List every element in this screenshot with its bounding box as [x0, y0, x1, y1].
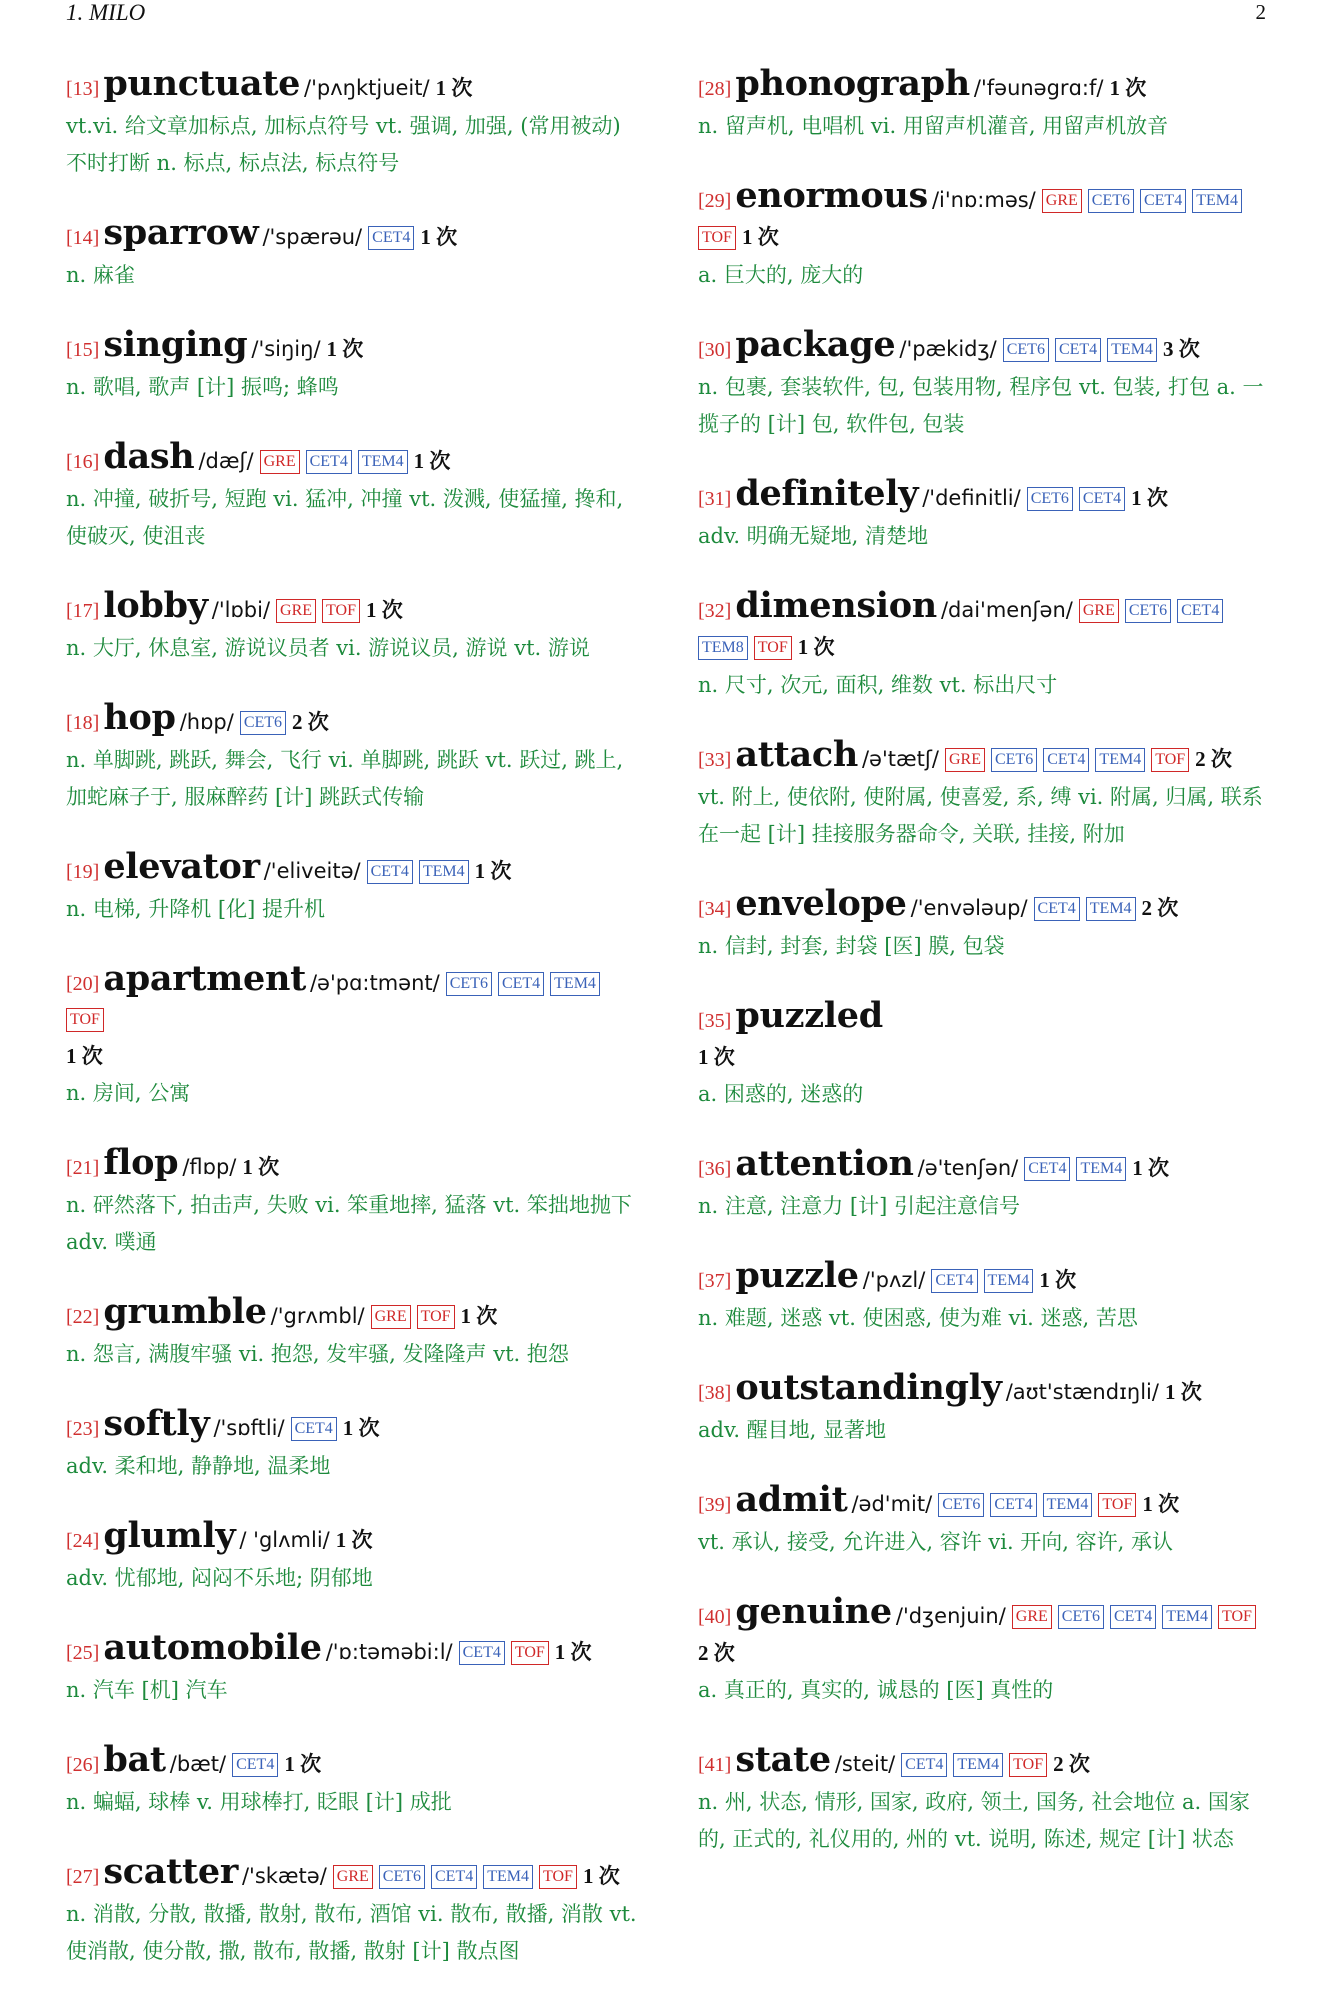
- entry-phonetic: /'grʌmbl/: [270, 1304, 365, 1328]
- entry-count: 1 次: [582, 1864, 620, 1888]
- entry-definition: n. 电梯, 升降机 [化] 提升机: [66, 897, 325, 921]
- exam-tag: TEM4: [1086, 897, 1136, 921]
- exam-tag: TEM4: [550, 972, 600, 996]
- vocab-entry: [698, 734, 1268, 853]
- exam-tag: CET6: [240, 711, 286, 735]
- entry-word: scatter: [103, 1851, 238, 1892]
- entry-phonetic: /'definitli/: [922, 486, 1021, 510]
- entry-word: puzzled: [735, 995, 883, 1036]
- exam-tag: CET4: [459, 1641, 505, 1665]
- entry-count: 1 次: [1164, 1380, 1202, 1404]
- exam-tag: GRE: [260, 450, 300, 474]
- vocab-entry: [698, 1255, 1268, 1337]
- entry-headline: [698, 1591, 1268, 1671]
- entry-word: outstandingly: [735, 1367, 1002, 1408]
- entry-phonetic: /aʊt'stændɪŋli/: [1005, 1380, 1159, 1404]
- entry-headline: [698, 473, 1268, 517]
- exam-tag: CET6: [379, 1865, 425, 1889]
- exam-tag: CET6: [1003, 338, 1049, 362]
- exam-tag: CET6: [1058, 1605, 1104, 1629]
- entry-phonetic: /'dʒenjuin/: [895, 1604, 1006, 1628]
- entry-index: [40]: [698, 1606, 732, 1628]
- entry-index: [33]: [698, 749, 732, 771]
- exam-tag: CET4: [1177, 599, 1223, 623]
- entry-headline: [66, 697, 641, 741]
- entry-definition: n. 蝙蝠, 球棒 v. 用球棒打, 眨眼 [计] 成批: [66, 1790, 452, 1814]
- exam-tag: CET6: [1125, 599, 1171, 623]
- vocab-entry: [66, 1142, 641, 1261]
- vocab-entry: [66, 697, 641, 816]
- exam-tag: CET4: [367, 860, 413, 884]
- exam-tag: TOF: [1009, 1753, 1047, 1777]
- entry-count: 1 次: [66, 1044, 103, 1068]
- entry-phonetic: /steit/: [834, 1752, 896, 1776]
- vocab-entry: [66, 1739, 641, 1821]
- entry-headline: [698, 995, 1268, 1075]
- entry-phonetic: /flɒp/: [182, 1155, 237, 1179]
- entry-headline: [66, 1851, 641, 1895]
- entry-word: flop: [103, 1142, 179, 1183]
- exam-tag: CET4: [291, 1417, 337, 1441]
- entry-word: package: [735, 324, 896, 365]
- entry-count: 1 次: [797, 635, 835, 659]
- entry-word: lobby: [103, 585, 208, 626]
- vocab-entry: [66, 1291, 641, 1373]
- entry-index: [24]: [66, 1530, 100, 1552]
- vocab-entry: [66, 1403, 641, 1485]
- entry-definition: n. 汽车 [机] 汽车: [66, 1678, 228, 1702]
- exam-tag: CET4: [232, 1753, 278, 1777]
- entry-count: 1 次: [460, 1304, 498, 1328]
- entry-count: 1 次: [1142, 1492, 1180, 1516]
- vocab-entry: [66, 63, 641, 182]
- entry-count: 1 次: [554, 1640, 592, 1664]
- entry-phonetic: /'pʌŋktjueit/: [304, 76, 430, 100]
- exam-tag: CET6: [1088, 189, 1134, 213]
- entry-phonetic: /'envələup/: [910, 896, 1028, 920]
- exam-tag: CET4: [1055, 338, 1101, 362]
- vocab-entry: [698, 175, 1268, 294]
- entry-index: [13]: [66, 78, 100, 100]
- entry-word: genuine: [735, 1591, 892, 1632]
- exam-tag: TOF: [322, 599, 360, 623]
- entry-phonetic: /'spærəu/: [262, 225, 363, 249]
- entry-headline: [698, 324, 1268, 368]
- exam-tag: CET4: [1079, 487, 1125, 511]
- entry-phonetic: /'skætə/: [241, 1864, 327, 1888]
- exam-tag: TEM4: [1162, 1605, 1212, 1629]
- entry-phonetic: /bæt/: [169, 1752, 227, 1776]
- exam-tag: GRE: [1012, 1605, 1052, 1629]
- entry-definition: n. 怨言, 满腹牢骚 vi. 抱怨, 发牢骚, 发隆隆声 vt. 抱怨: [66, 1342, 569, 1366]
- entry-index: [38]: [698, 1382, 732, 1404]
- exam-tag: GRE: [371, 1305, 411, 1329]
- entry-index: [29]: [698, 190, 732, 212]
- entry-definition: n. 单脚跳, 跳跃, 舞会, 飞行 vi. 单脚跳, 跳跃 vt. 跃过, 跳上, 加蛇麻子于, 服麻醉药 [计] 跳跃式传输: [66, 748, 624, 809]
- entry-index: [15]: [66, 339, 100, 361]
- exam-tag: TEM4: [1095, 748, 1145, 772]
- entry-definition: n. 冲撞, 破折号, 短跑 vi. 猛冲, 冲撞 vt. 泼溅, 使猛撞, 搀和, 使破灭, 使沮丧: [66, 487, 624, 548]
- exam-tag: CET6: [938, 1493, 984, 1517]
- entry-index: [32]: [698, 600, 732, 622]
- vocab-entry: [66, 1851, 641, 1970]
- entry-definition: n. 留声机, 电唱机 vi. 用留声机灌音, 用留声机放音: [698, 114, 1169, 138]
- exam-tag: TEM4: [1192, 189, 1242, 213]
- exam-tag: TEM4: [1107, 338, 1157, 362]
- entry-count: 2 次: [1053, 1752, 1090, 1776]
- entry-word: hop: [103, 697, 176, 738]
- entry-phonetic: /ə'tenʃən/: [917, 1156, 1019, 1180]
- entry-count: 1 次: [1109, 76, 1147, 100]
- exam-tag: TEM4: [953, 1753, 1003, 1777]
- entry-definition: n. 难题, 迷惑 vt. 使困惑, 使为难 vi. 迷惑, 苦思: [698, 1306, 1138, 1330]
- vocab-entry: [698, 995, 1268, 1113]
- entry-word: dimension: [735, 585, 937, 626]
- entry-headline: [66, 1627, 641, 1671]
- entry-word: attention: [735, 1143, 914, 1184]
- entry-index: [41]: [698, 1754, 732, 1776]
- entry-definition: n. 信封, 封套, 封袋 [医] 膜, 包袋: [698, 934, 1005, 958]
- entry-headline: [66, 958, 641, 1074]
- entry-headline: [698, 883, 1268, 927]
- entry-count: 1 次: [420, 225, 458, 249]
- entry-count: 3 次: [1162, 337, 1200, 361]
- exam-tag: TEM4: [984, 1269, 1034, 1293]
- entry-index: [20]: [66, 973, 100, 995]
- exam-tag: TOF: [66, 1008, 104, 1032]
- entry-definition: n. 州, 状态, 情形, 国家, 政府, 领土, 国务, 社会地位 a. 国家的, 正式的, 礼仪用的, 州的 vt. 说明, 陈述, 规定 [计] 状态: [698, 1790, 1250, 1851]
- entry-headline: [698, 1739, 1268, 1783]
- entry-word: softly: [103, 1403, 210, 1444]
- entry-headline: [698, 1479, 1268, 1523]
- exam-tag: TOF: [511, 1641, 549, 1665]
- entry-headline: [66, 212, 641, 256]
- exam-tag: TEM4: [483, 1865, 533, 1889]
- exam-tag: TOF: [754, 636, 792, 660]
- entry-index: [26]: [66, 1754, 100, 1776]
- entry-headline: [698, 1367, 1268, 1411]
- exam-tag: TEM4: [1043, 1493, 1093, 1517]
- entry-index: [14]: [66, 227, 100, 249]
- vocab-entry: [66, 958, 641, 1112]
- entry-headline: [66, 846, 641, 890]
- exam-tag: GRE: [276, 599, 316, 623]
- vocab-entry: [698, 473, 1268, 555]
- entry-index: [28]: [698, 78, 732, 100]
- exam-tag: TEM4: [419, 860, 469, 884]
- vocab-entry: [698, 1479, 1268, 1561]
- entry-phonetic: /'siŋiŋ/: [251, 337, 321, 361]
- entry-word: definitely: [735, 473, 919, 514]
- exam-tag: CET4: [1034, 897, 1080, 921]
- entry-count: 1 次: [284, 1752, 322, 1776]
- entry-definition: a. 困惑的, 迷惑的: [698, 1082, 864, 1106]
- entry-word: phonograph: [735, 63, 970, 104]
- entry-word: bat: [103, 1739, 166, 1780]
- entry-word: envelope: [735, 883, 907, 924]
- entry-headline: [698, 1255, 1268, 1299]
- entry-phonetic: /əd'mit/: [851, 1492, 933, 1516]
- entry-headline: [698, 1143, 1268, 1187]
- entry-phonetic: / 'glʌmli/: [239, 1528, 330, 1552]
- entry-definition: n. 麻雀: [66, 263, 135, 287]
- exam-tag: CET4: [1140, 189, 1186, 213]
- entry-index: [21]: [66, 1157, 100, 1179]
- entry-definition: adv. 柔和地, 静静地, 温柔地: [66, 1454, 331, 1478]
- entry-word: apartment: [103, 958, 306, 999]
- entry-headline: [698, 585, 1268, 666]
- exam-tag: TOF: [698, 226, 736, 250]
- entry-index: [16]: [66, 451, 100, 473]
- entry-index: [22]: [66, 1306, 100, 1328]
- vocab-entry: [698, 63, 1268, 145]
- exam-tag: GRE: [1042, 189, 1082, 213]
- entry-headline: [66, 1142, 641, 1186]
- entry-phonetic: /'ɒ:təməbi:l/: [325, 1640, 453, 1664]
- exam-tag: GRE: [945, 748, 985, 772]
- exam-tag: GRE: [1079, 599, 1119, 623]
- vocab-entry: [66, 585, 641, 667]
- exam-tag: CET4: [498, 972, 544, 996]
- entry-phonetic: /ə'tætʃ/: [861, 747, 939, 771]
- entry-definition: n. 尺寸, 次元, 面积, 维数 vt. 标出尺寸: [698, 673, 1058, 697]
- exam-tag: TEM4: [358, 450, 408, 474]
- entry-definition: a. 真正的, 真实的, 诚恳的 [医] 真性的: [698, 1678, 1054, 1702]
- entry-phonetic: /'fəunəgrɑ:f/: [973, 76, 1104, 100]
- page-number: 2: [1255, 0, 1266, 24]
- entry-definition: n. 包裹, 套装软件, 包, 包装用物, 程序包 vt. 包装, 打包 a. 一揽子的 [计] 包, 软件包, 包装: [698, 375, 1264, 436]
- entry-word: attach: [735, 734, 858, 775]
- exam-tag: TOF: [417, 1305, 455, 1329]
- left-column: [66, 63, 641, 2003]
- entry-count: 1 次: [1131, 486, 1168, 510]
- entry-index: [23]: [66, 1418, 100, 1440]
- entry-phonetic: /ə'pɑ:tmənt/: [309, 971, 440, 995]
- exam-tag: GRE: [333, 1865, 373, 1889]
- exam-tag: CET4: [990, 1493, 1036, 1517]
- exam-tag: CET4: [931, 1269, 977, 1293]
- entry-phonetic: /'lɒbi/: [211, 598, 271, 622]
- vocab-entry: [66, 846, 641, 928]
- entry-count: 1 次: [474, 859, 512, 883]
- entry-phonetic: /'sɒftli/: [213, 1416, 285, 1440]
- entry-word: punctuate: [103, 63, 301, 104]
- entry-index: [18]: [66, 712, 100, 734]
- entry-headline: [66, 63, 641, 107]
- exam-tag: CET4: [1024, 1157, 1070, 1181]
- exam-tag: CET4: [1043, 748, 1089, 772]
- entry-phonetic: /'eliveitə/: [263, 859, 361, 883]
- entry-index: [35]: [698, 1010, 732, 1032]
- vocab-entry: [698, 585, 1268, 704]
- entry-count: 1 次: [1132, 1156, 1169, 1180]
- entry-word: state: [735, 1739, 831, 1780]
- chapter-title: 1. MILO: [66, 0, 146, 25]
- exam-tag: CET4: [1110, 1605, 1156, 1629]
- vocab-entry: [66, 1515, 641, 1597]
- entry-count: 1 次: [242, 1155, 280, 1179]
- vocab-entry: [698, 1367, 1268, 1449]
- entry-word: enormous: [735, 175, 928, 216]
- entry-index: [19]: [66, 861, 100, 883]
- vocab-entry: [66, 324, 641, 406]
- entry-definition: vt. 附上, 使依附, 使附属, 使喜爱, 系, 缚 vi. 附属, 归属, 联系在一起 [计] 挂接服务器命令, 关联, 挂接, 附加: [698, 785, 1263, 846]
- vocab-entry: [698, 883, 1268, 965]
- entry-index: [25]: [66, 1642, 100, 1664]
- entry-headline: [66, 324, 641, 368]
- entry-phonetic: /dai'menʃən/: [940, 598, 1073, 622]
- entry-word: singing: [103, 324, 248, 365]
- vocab-entry: [698, 1591, 1268, 1709]
- exam-tag: TEM4: [1076, 1157, 1126, 1181]
- entry-count: 1 次: [435, 76, 473, 100]
- entry-definition: n. 注意, 注意力 [计] 引起注意信号: [698, 1194, 1020, 1218]
- entry-index: [30]: [698, 339, 732, 361]
- entry-index: [39]: [698, 1494, 732, 1516]
- entry-index: [34]: [698, 898, 732, 920]
- entry-index: [36]: [698, 1158, 732, 1180]
- entry-definition: a. 巨大的, 庞大的: [698, 263, 864, 287]
- vocab-entry: [698, 324, 1268, 443]
- entry-definition: n. 大厅, 休息室, 游说议员者 vi. 游说议员, 游说 vt. 游说: [66, 636, 590, 660]
- entry-headline: [66, 1291, 641, 1335]
- vocab-entry: [66, 436, 641, 555]
- entry-headline: [698, 734, 1268, 778]
- entry-definition: adv. 明确无疑地, 清楚地: [698, 524, 929, 548]
- entry-definition: n. 消散, 分散, 散播, 散射, 散布, 酒馆 vi. 散布, 散播, 消散 vt. 使消散, 使分散, 撒, 散布, 散播, 散射 [计] 散点图: [66, 1902, 637, 1963]
- vocab-entry: [698, 1739, 1268, 1858]
- entry-word: elevator: [103, 846, 260, 887]
- entry-definition: vt. 承认, 接受, 允许进入, 容许 vi. 开向, 容许, 承认: [698, 1530, 1174, 1554]
- entry-count: 2 次: [698, 1641, 735, 1665]
- entry-definition: n. 歌唱, 歌声 [计] 振鸣; 蜂鸣: [66, 375, 339, 399]
- entry-word: dash: [103, 436, 195, 477]
- entry-word: puzzle: [735, 1255, 859, 1296]
- entry-word: sparrow: [103, 212, 259, 253]
- page-header: [66, 0, 1266, 30]
- entry-headline: [66, 585, 641, 629]
- entry-phonetic: /'pʌzl/: [862, 1268, 926, 1292]
- vocab-entry: [66, 212, 641, 294]
- vocab-entry: [698, 1143, 1268, 1225]
- entry-headline: [698, 63, 1268, 107]
- entry-index: [17]: [66, 600, 100, 622]
- entry-word: glumly: [103, 1515, 236, 1556]
- entry-headline: [698, 175, 1268, 256]
- entry-headline: [66, 1739, 641, 1783]
- entry-count: 1 次: [326, 337, 364, 361]
- entry-phonetic: /'pækidʒ/: [899, 337, 997, 361]
- entry-count: 2 次: [292, 710, 329, 734]
- entry-count: 1 次: [335, 1528, 373, 1552]
- entry-word: admit: [735, 1479, 848, 1520]
- entry-count: 1 次: [413, 449, 451, 473]
- entry-definition: adv. 忧郁地, 闷闷不乐地; 阴郁地: [66, 1566, 373, 1590]
- exam-tag: CET6: [1027, 487, 1073, 511]
- exam-tag: TOF: [1151, 748, 1189, 772]
- entry-count: 1 次: [698, 1045, 735, 1069]
- exam-tag: CET6: [991, 748, 1037, 772]
- entry-definition: adv. 醒目地, 显著地: [698, 1418, 887, 1442]
- exam-tag: TOF: [1098, 1493, 1136, 1517]
- exam-tag: CET4: [431, 1865, 477, 1889]
- entry-definition: n. 砰然落下, 拍击声, 失败 vi. 笨重地摔, 猛落 vt. 笨拙地抛下 adv. 噗通: [66, 1193, 632, 1254]
- exam-tag: CET4: [368, 226, 414, 250]
- exam-tag: TOF: [1218, 1605, 1256, 1629]
- entry-count: 1 次: [365, 598, 403, 622]
- exam-tag: TOF: [539, 1865, 577, 1889]
- entry-index: [31]: [698, 488, 732, 510]
- entry-word: automobile: [103, 1627, 322, 1668]
- entry-index: [27]: [66, 1866, 100, 1888]
- entry-headline: [66, 436, 641, 480]
- entry-phonetic: /dæʃ/: [198, 449, 254, 473]
- exam-tag: CET4: [901, 1753, 947, 1777]
- right-column: [698, 63, 1268, 1891]
- entry-count: 2 次: [1195, 747, 1232, 771]
- entry-headline: [66, 1403, 641, 1447]
- exam-tag: CET4: [306, 450, 352, 474]
- entry-headline: [66, 1515, 641, 1559]
- exam-tag: TEM8: [698, 636, 748, 660]
- vocab-entry: [66, 1627, 641, 1709]
- entry-phonetic: /i'nɒ:məs/: [931, 188, 1036, 212]
- entry-count: 1 次: [342, 1416, 380, 1440]
- entry-phonetic: /hɒp/: [179, 710, 234, 734]
- entry-count: 1 次: [741, 225, 779, 249]
- entry-count: 1 次: [1039, 1268, 1077, 1292]
- entry-count: 2 次: [1141, 896, 1179, 920]
- entry-definition: vt.vi. 给文章加标点, 加标点符号 vt. 强调, 加强, (常用被动) 不时打断 n. 标点, 标点法, 标点符号: [66, 114, 621, 175]
- entry-definition: n. 房间, 公寓: [66, 1081, 191, 1105]
- entry-word: grumble: [103, 1291, 267, 1332]
- entry-index: [37]: [698, 1270, 732, 1292]
- exam-tag: CET6: [446, 972, 492, 996]
